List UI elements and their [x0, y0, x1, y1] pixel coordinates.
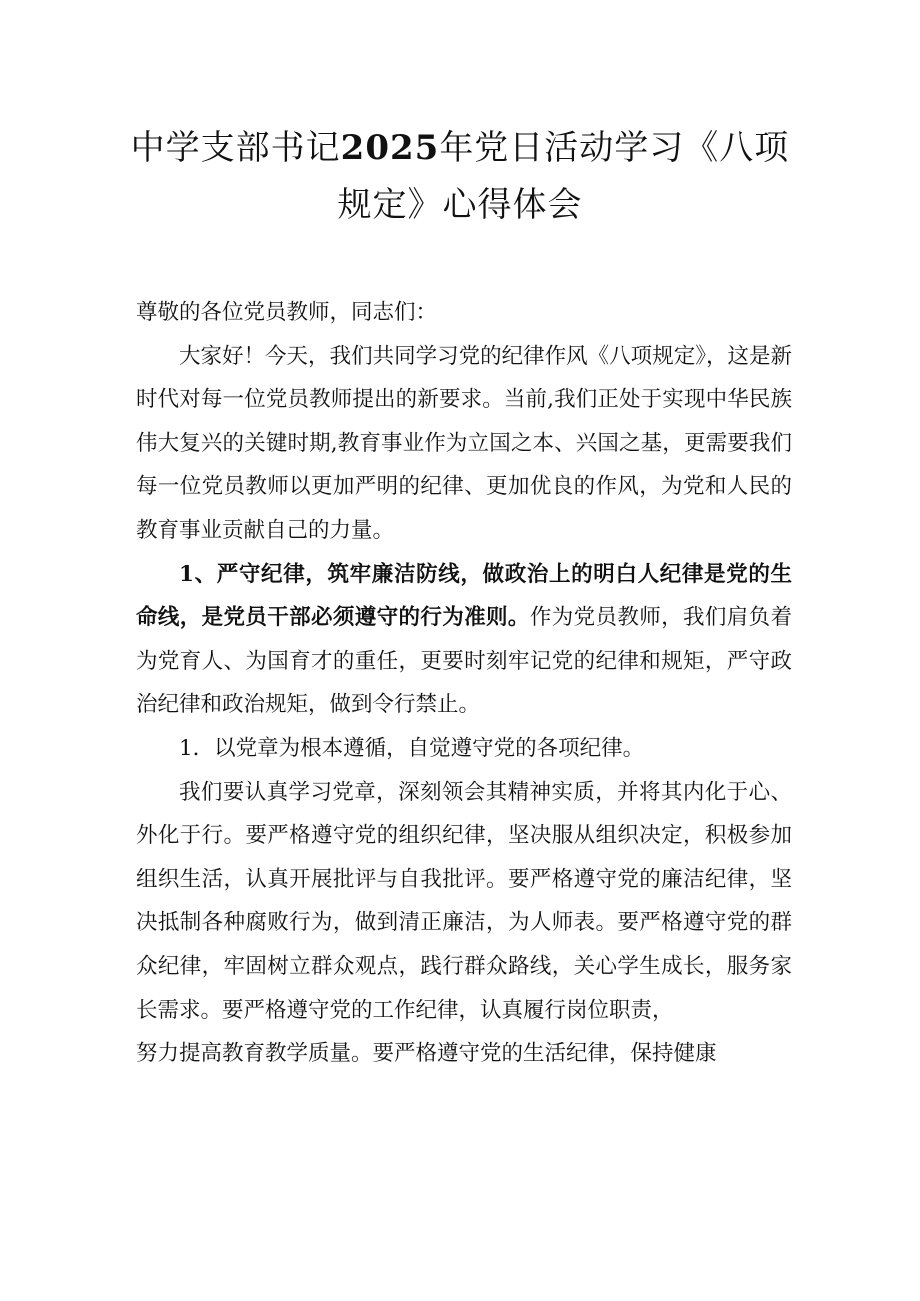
paragraph-discipline: 我们要认真学习党章，深刻领会其精神实质，并将其内化于心、外化于行。要严格遵守党的组织纪律，坚决服从组织决定，积极参加组织生活，认真开展批评与自我批评。要严格遵守党的廉洁纪律，坚决抵制各种腐败行为，做到清正廉洁，为人师表。要严格遵守党的群众纪律，牢固树立群众观点，践行群众路线，关心学生成长，服务家长需求。要严格遵守党的工作纪律，认真履行岗位职责，: [136, 779, 792, 1023]
title-year: 2025: [340, 128, 440, 168]
paragraph-continuation: 努力提高教育教学质量。要严格遵守党的生活纪律，保持健康: [136, 1041, 717, 1067]
section-1: [136, 553, 792, 727]
paragraph-intro: 大家好！今天，我们共同学习党的纪律作风《八项规定》，这是新时代对每一位党员教师提出的新要求。当前,我们正处于实现中华民族伟大复兴的关键时期,教育事业作为立国之本、兴国之基，更需要我们每一位党员教师以更加严明的纪律、更加优良的作风，为党和人民的教育事业贡献自己的力量。: [136, 343, 792, 543]
section-1-text: 作为党员教师，我们肩负着为党育人、为国育才的重任，更要时刻牢记党的纪律和规矩，严守政治纪律和政治规矩，做到令行禁止。: [136, 605, 792, 718]
title-part1: 中学支部书记: [130, 128, 341, 168]
document-title: [130, 120, 790, 234]
greeting: 尊敬的各位党员教师，同志们：: [136, 300, 438, 325]
section-1-heading: 1、严守纪律，筑牢廉洁防线，做政治上的明白人纪律是党的生命线，是党员干部必须遵守的行为准则。: [136, 561, 792, 631]
title-part2: 年党日活动学习《八项规定》心得体会: [337, 128, 790, 225]
subheading-1: 1．以党章为根本遵循，自觉遵守党的各项纪律。: [179, 735, 645, 761]
document-body: [136, 291, 792, 1076]
